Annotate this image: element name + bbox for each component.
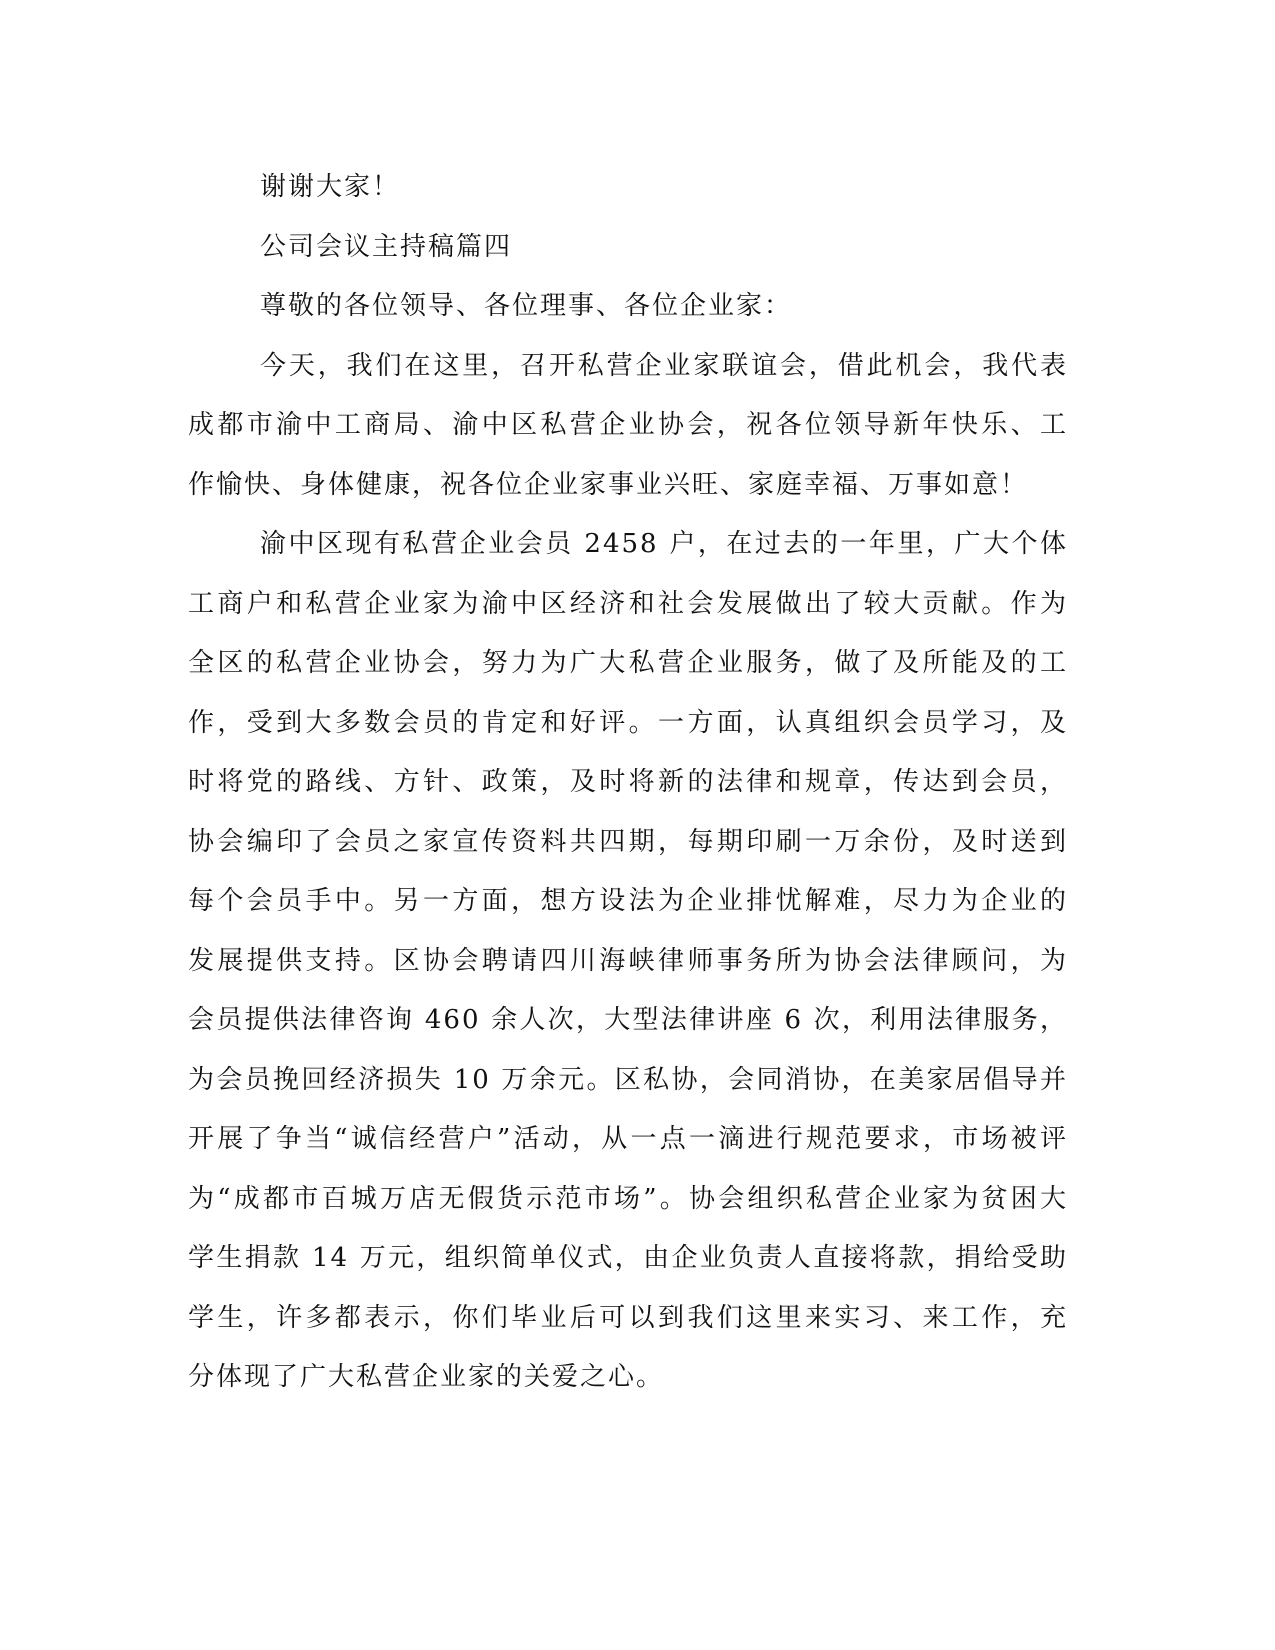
section-title: 公司会议主持稿篇四 <box>260 231 513 262</box>
paragraph-line: 会员提供法律咨询 460 余人次，大型法律讲座 6 次，利用法律服务， <box>188 1005 1068 1035</box>
salutation-line: 尊敬的各位领导、各位理事、各位企业家： <box>260 291 793 321</box>
paragraph-line: 作，受到大多数会员的肯定和好评。一方面，认真组织会员学习，及 <box>188 707 1068 738</box>
paragraph-line: 全区的私营企业协会，努力为广大私营企业服务，做了及所能及的工 <box>188 648 1068 678</box>
paragraph-line: 每个会员手中。另一方面，想方设法为企业排忧解难，尽力为企业的 <box>188 886 1068 916</box>
paragraph-line: 发展提供支持。区协会聘请四川海峡律师事务所为协会法律顾问，为 <box>188 945 1068 976</box>
paragraph-line: 学生，许多都表示，你们毕业后可以到我们这里来实习、来工作，充 <box>188 1302 1068 1333</box>
paragraph-report <box>188 515 1068 1408</box>
paragraph-line: 成都市渝中工商局、渝中区私营企业协会，祝各位领导新年快乐、工 <box>188 410 1068 440</box>
paragraph-line: 协会编印了会员之家宣传资料共四期，每期印刷一万余份，及时送到 <box>188 826 1068 857</box>
closing-line: 谢谢大家！ <box>260 172 401 202</box>
paragraph-line: 工商户和私营企业家为渝中区经济和社会发展做出了较大贡献。作为 <box>188 588 1068 619</box>
paragraph-line: 作愉快、身体健康，祝各位企业家事业兴旺、家庭幸福、万事如意！ <box>188 469 1029 500</box>
paragraph-line: 为“成都市百城万店无假货示范市场”。协会组织私营企业家为贫困大 <box>188 1183 1068 1214</box>
paragraph-line: 时将党的路线、方针、政策，及时将新的法律和规章，传达到会员， <box>188 767 1068 797</box>
paragraph-line: 为会员挽回经济损失 10 万余元。区私协，会同消协，在美家居倡导并 <box>188 1064 1068 1095</box>
paragraph-greeting <box>188 337 1068 516</box>
paragraph-line: 渝中区现有私营企业会员 2458 户，在过去的一年里，广大个体 <box>260 529 1068 559</box>
paragraph-line: 今天，我们在这里，召开私营企业家联谊会，借此机会，我代表 <box>260 350 1068 381</box>
paragraph-line: 开展了争当“诚信经营户”活动，从一点一滴进行规范要求，市场被评 <box>188 1124 1068 1154</box>
document-body <box>188 158 1068 1408</box>
paragraph-line: 分体现了广大私营企业家的关爱之心。 <box>188 1362 665 1392</box>
paragraph-line: 学生捐款 14 万元，组织简单仪式，由企业负责人直接将款，捐给受助 <box>188 1243 1068 1273</box>
